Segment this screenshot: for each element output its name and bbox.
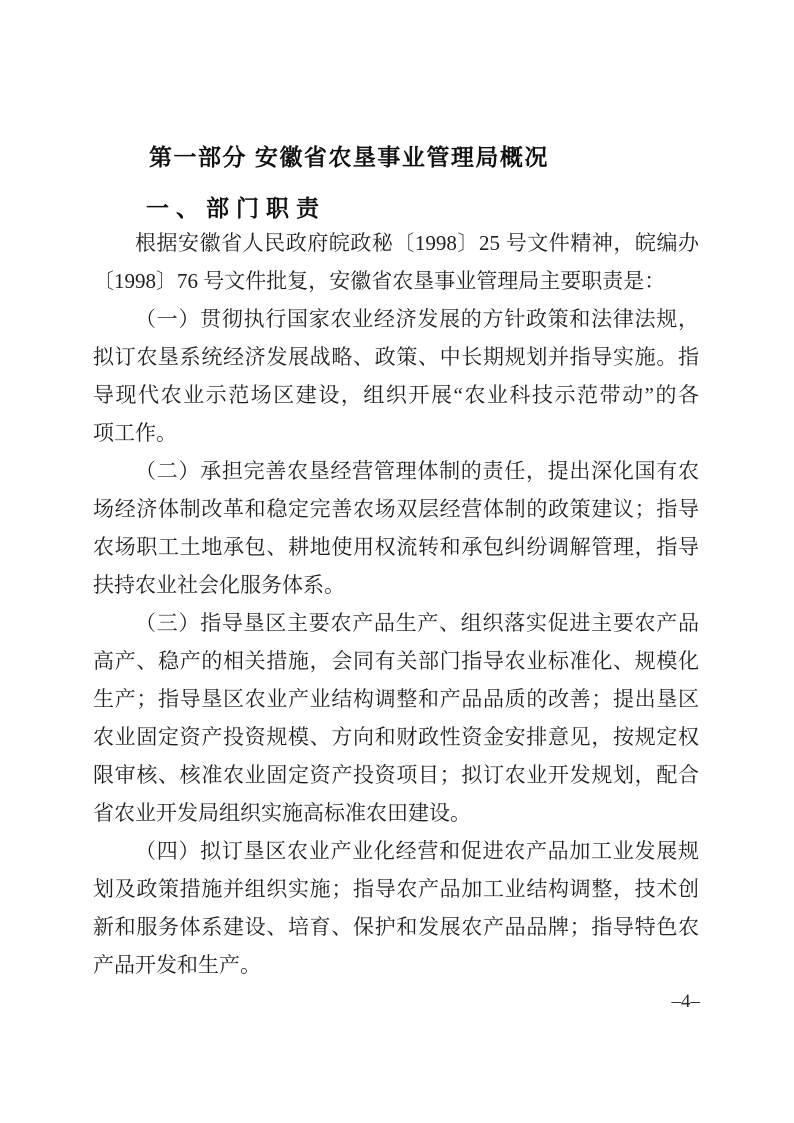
document-line: 根据安徽省人民政府皖政秘〔1998〕25 号文件精神，皖编办	[135, 231, 699, 255]
document-line: （三）指导垦区主要农产品生产、组织落实促进主要农产品	[135, 611, 699, 635]
document-line: 省农业开发局组织实施高标准农田建设。	[93, 801, 471, 825]
document-line: 导现代农业示范场区建设，组织开展“农业科技示范带动”的各	[93, 383, 699, 407]
document-line: 扶持农业社会化服务体系。	[93, 573, 345, 597]
document-line: 农场职工土地承包、耕地使用权流转和承包纠纷调解管理，指导	[93, 535, 699, 559]
document-body	[93, 224, 699, 984]
document-line: 项工作。	[93, 421, 177, 445]
document-title: 第一部分 安徽省农垦事业管理局概况	[149, 144, 549, 170]
document-line: 划及政策措施并组织实施；指导农产品加工业结构调整，技术创	[93, 877, 699, 901]
document-line: （一）贯彻执行国家农业经济发展的方针政策和法律法规，	[135, 307, 699, 331]
section-heading: 一、部门职责	[146, 195, 326, 221]
document-line: 场经济体制改革和稳定完善农场双层经营体制的政策建议；指导	[93, 497, 699, 521]
document-line: 限审核、核准农业固定资产投资项目；拟订农业开发规划，配合	[93, 763, 699, 787]
document-line: 生产；指导垦区农业产业结构调整和产品品质的改善；提出垦区	[93, 687, 699, 711]
document-line: （二）承担完善农垦经营管理体制的责任，提出深化国有农	[135, 459, 699, 483]
document-line: 高产、稳产的相关措施，会同有关部门指导农业标准化、规模化	[93, 649, 699, 673]
document-line: （四）拟订垦区农业产业化经营和促进农产品加工业发展规	[135, 839, 699, 863]
document-line: 拟订农垦系统经济发展战略、政策、中长期规划并指导实施。指	[93, 345, 699, 369]
document-line: 〔1998〕76 号文件批复，安徽省农垦事业管理局主要职责是：	[93, 269, 666, 293]
document-line: 新和服务体系建设、培育、保护和发展农产品品牌；指导特色农	[93, 915, 699, 939]
document-line: 产品开发和生产。	[93, 953, 261, 977]
page-number: –4–	[671, 991, 700, 1012]
document-line: 农业固定资产投资规模、方向和财政性资金安排意见，按规定权	[93, 725, 699, 749]
